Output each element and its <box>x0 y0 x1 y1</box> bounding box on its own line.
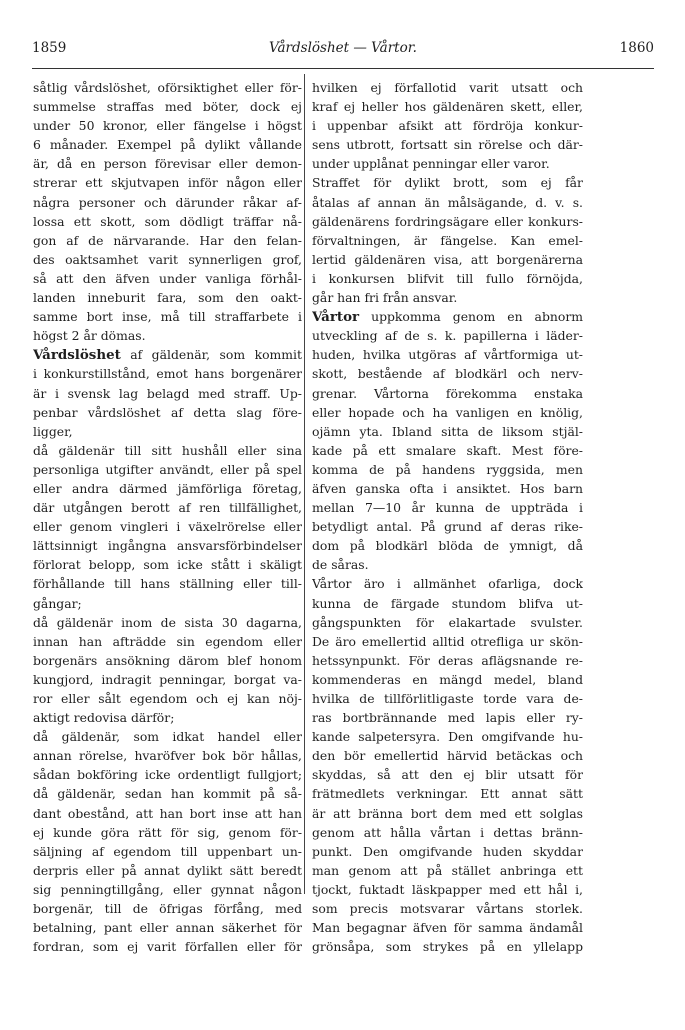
line-text: utveckling af de s. k. papillerna i läder- <box>312 328 583 344</box>
text-line <box>33 594 302 613</box>
text-line <box>33 97 302 116</box>
text-line <box>33 613 302 632</box>
line-text: sig penningtillgång, eller gynnat någon <box>33 881 302 897</box>
line-text: då gäldenär, som idkat handel eller <box>33 729 302 745</box>
text-line <box>33 746 302 765</box>
text-line <box>33 403 302 422</box>
line-text: fordran, som ej varit förfallen eller för <box>33 939 302 955</box>
text-line <box>33 345 302 364</box>
line-text: strerar ett skjutvapen inför någon eller <box>33 175 302 191</box>
text-line <box>312 288 583 307</box>
text-line <box>33 689 302 708</box>
text-line <box>33 135 302 154</box>
line-text: så att den äfven under vanliga förhål- <box>33 270 302 286</box>
text-line <box>312 651 583 670</box>
line-text: kraf ej heller hos gäldenären skett, eller, <box>312 99 583 115</box>
text-line <box>312 574 583 593</box>
text-line <box>33 670 302 689</box>
line-text: såtlig vårdslöshet, oförsiktighet eller för- <box>33 80 302 95</box>
text-line <box>33 937 302 956</box>
line-text: är i svensk lag belagd med straff. Up- <box>33 385 302 401</box>
text-line <box>312 727 583 746</box>
column-divider <box>304 74 305 894</box>
text-line <box>33 574 302 593</box>
line-text: är, då en person förevisar eller demon- <box>33 156 302 172</box>
text-line <box>312 899 583 918</box>
text-line <box>33 498 302 517</box>
text-line <box>312 517 583 536</box>
text-line <box>33 765 302 784</box>
text-line <box>312 403 583 422</box>
text-line <box>312 804 583 823</box>
line-text: eller hopade och ha vanligen en knölig, <box>312 404 583 420</box>
line-text: hvilken ej förfallotid varit utsatt och <box>312 80 583 95</box>
text-line <box>312 784 583 803</box>
line-text: skyddas, så att den ej blir utsatt för <box>312 767 583 783</box>
line-text: hetssynpunkt. För deras aflägsnande re- <box>312 652 583 668</box>
line-text: ror eller sålt egendom och ej kan nöj- <box>33 691 302 706</box>
text-line <box>312 364 583 383</box>
text-line <box>33 364 302 383</box>
line-text: ligger, <box>33 423 73 439</box>
text-line <box>312 269 583 288</box>
text-line <box>312 594 583 613</box>
text-line <box>312 632 583 651</box>
text-line <box>33 173 302 192</box>
text-line <box>312 441 583 460</box>
line-text: De äro emellertid alltid otrefliga ur skön- <box>312 633 583 649</box>
text-line <box>312 231 583 250</box>
text-line <box>33 823 302 842</box>
line-text: man genom att på stället anbringa ett <box>312 862 583 878</box>
line-text: gäldenärens fordringsägare eller konkurs- <box>312 213 583 229</box>
text-line <box>312 345 583 364</box>
line-text: eller andra därmed jämförliga företag, <box>33 480 302 496</box>
text-line <box>33 517 302 536</box>
line-text: lossa ett skott, som dödligt träffar nå- <box>33 213 302 229</box>
line-text: högst 2 år dömas. <box>33 328 146 344</box>
line-text: kade på ett smalare skaft. Mest före- <box>312 442 583 458</box>
text-line <box>33 632 302 651</box>
text-line <box>312 498 583 517</box>
line-text: gångspunkten för elakartade svulster. <box>312 614 583 630</box>
text-line <box>33 384 302 403</box>
line-text: af gäldenär, som kommit <box>120 347 302 363</box>
text-line <box>312 670 583 689</box>
line-text: under 50 kronor, eller fängelse i högst <box>33 118 302 134</box>
line-text: är att bränna bort dem med ett solglas <box>312 805 583 821</box>
text-line <box>33 918 302 937</box>
text-line <box>33 861 302 880</box>
text-line <box>33 555 302 574</box>
line-text: åtalas af annan än målsägande, d. v. s. <box>312 194 583 210</box>
text-line <box>312 861 583 880</box>
text-line <box>33 727 302 746</box>
line-text: under upplånat penningar eller varor. <box>312 156 550 172</box>
line-text: genom att hålla vårtan i dettas bränn- <box>312 824 583 840</box>
text-line <box>312 116 583 135</box>
text-line <box>33 422 302 441</box>
text-line <box>312 918 583 937</box>
line-text: förhållande till hans ställning eller till- <box>33 576 302 592</box>
line-text: Man begagnar äfven för samma ändamål <box>312 920 583 936</box>
running-header <box>32 40 654 62</box>
line-text: Vårtor äro i allmänhet ofarliga, dock <box>312 576 583 592</box>
line-text: kungjord, indragit penningar, borgat va- <box>33 671 302 687</box>
text-line <box>312 212 583 231</box>
line-text: då gäldenär inom de sista 30 dagarna, <box>33 614 302 630</box>
text-line <box>33 307 302 326</box>
text-line <box>33 231 302 250</box>
line-text: huden, hvilka utgöras af vårtformiga ut- <box>312 347 583 363</box>
line-text: då gäldenär till sitt hushåll eller sina <box>33 442 302 458</box>
line-text: sens utbrott, fortsatt sin rörelse och där- <box>312 137 583 153</box>
line-text: kunna de färgade stundom blifva ut- <box>312 595 583 611</box>
line-text: des oaktsamhet varit synnerligen grof, <box>33 251 302 267</box>
line-text: skott, bestående af blodkärl och nerv- <box>312 366 583 382</box>
line-text: de såras. <box>312 557 369 573</box>
line-text: betalning, pant eller annan säkerhet för <box>33 920 302 936</box>
line-text: borgenär, till de öfrigas förfång, med <box>33 901 302 917</box>
line-text: ej kunde göra rätt för sig, genom för- <box>33 824 302 840</box>
text-line <box>312 326 583 345</box>
line-text: frätmedlets verkningar. Ett annat sätt <box>312 786 583 802</box>
line-text: 6 månader. Exempel på dylikt vållande <box>33 137 302 153</box>
line-text: uppkomma genom en abnorm <box>359 309 583 325</box>
text-line <box>33 479 302 498</box>
text-line <box>312 937 583 956</box>
running-title: Vårdslöshet — Vårtor. <box>269 40 417 56</box>
line-text: gon af de närvarande. Har den felan- <box>33 232 302 248</box>
line-text: säljning af egendom till uppenbart un- <box>33 843 302 859</box>
right-column <box>312 78 583 956</box>
line-text: landen inneburit fara, som den oakt- <box>33 290 302 306</box>
line-text: i uppenbar afsikt att fördröja konkur- <box>312 118 583 134</box>
line-text: grenar. Vårtorna förekomma enstaka <box>312 385 583 401</box>
text-line <box>312 555 583 574</box>
line-text: förlorat belopp, som icke stått i skäligt <box>33 557 302 573</box>
line-text: lertid gäldenären visa, att borgenärerna <box>312 251 583 267</box>
line-text: ras bortbrännande med lapis eller ry- <box>312 710 583 726</box>
text-line <box>33 536 302 555</box>
line-text: kommenderas en mängd medel, bland <box>312 671 583 687</box>
text-line <box>312 823 583 842</box>
line-text: penbar vårdslöshet af detta slag före- <box>33 404 302 420</box>
text-line <box>312 135 583 154</box>
text-line <box>312 154 583 173</box>
header-rule <box>32 68 654 69</box>
text-line <box>312 689 583 708</box>
text-line <box>33 899 302 918</box>
line-text: eller genom vingleri i växelrörelse eller <box>33 519 302 535</box>
text-line <box>312 250 583 269</box>
text-line <box>33 212 302 231</box>
text-line <box>33 193 302 212</box>
text-line <box>33 880 302 899</box>
text-line <box>312 880 583 899</box>
line-text: sådan bokföring icke ordentligt fullgjort; <box>33 767 302 783</box>
text-line <box>33 326 302 345</box>
line-text: några personer och därunder råkar af- <box>33 194 302 210</box>
text-line <box>33 441 302 460</box>
text-line <box>33 288 302 307</box>
text-line <box>312 536 583 555</box>
text-line <box>312 708 583 727</box>
text-line <box>33 269 302 288</box>
line-text: annan rörelse, hvaröfver bok bör hållas, <box>33 748 302 764</box>
line-text: innan han afträdde sin egendom eller <box>33 633 302 649</box>
line-text: som precis motsvarar vårtans storlek. <box>312 901 583 917</box>
line-text: Straffet för dylikt brott, som ej får <box>312 175 583 191</box>
right-page-number: 1860 <box>619 40 654 56</box>
line-text: förvaltningen, är fängelse. Kan emel- <box>312 232 583 248</box>
text-line <box>33 708 302 727</box>
line-text: den bör emellertid härvid betäckas och <box>312 748 583 764</box>
text-line <box>33 250 302 269</box>
text-line <box>312 422 583 441</box>
line-text: lättsinnigt ingångna ansvarsförbindelser <box>33 538 302 554</box>
text-line <box>312 307 583 326</box>
line-text: punkt. Den omgifvande huden skyddar <box>312 843 583 859</box>
line-text: hvilka de tillförlitligaste torde vara de- <box>312 691 583 706</box>
line-text: ojämn yta. Ibland sitta de liksom stjäl- <box>312 423 583 439</box>
text-line <box>33 154 302 173</box>
text-line <box>312 613 583 632</box>
line-text: mellan 7—10 år kunna de uppträda i <box>312 500 583 516</box>
text-line <box>312 97 583 116</box>
line-text: i konkursen blifvit till fullo förnöjda, <box>312 270 583 286</box>
line-text: grönsåpa, som strykes på en yllelapp <box>312 939 583 955</box>
line-text: där utgången berott af ren tillfällighet, <box>33 500 302 516</box>
text-line <box>33 842 302 861</box>
entry-headword: Vårtor <box>312 309 360 326</box>
text-line <box>312 746 583 765</box>
line-text: kande salpetersyra. Den omgifvande hu- <box>312 729 583 745</box>
text-line <box>312 193 583 212</box>
text-line <box>33 804 302 823</box>
text-line <box>33 78 302 97</box>
text-line <box>312 479 583 498</box>
entry-headword: Vårdslöshet <box>33 347 121 364</box>
line-text: summelse straffas med böter, dock ej <box>33 99 302 115</box>
text-line <box>312 173 583 192</box>
line-text: derpris eller på annat dylikt sätt beredt <box>33 862 302 878</box>
line-text: i konkurstillstånd, emot hans borgenärer <box>33 366 302 382</box>
text-line <box>312 842 583 861</box>
left-column <box>33 78 302 956</box>
line-text: aktigt redovisa därför; <box>33 710 175 726</box>
line-text: borgenärs ansökning därom blef honom <box>33 652 302 668</box>
line-text: äfven ganska ofta i ansiktet. Hos barn <box>312 480 583 496</box>
text-line <box>33 651 302 670</box>
line-text: betydligt antal. På grund af deras rike- <box>312 519 583 535</box>
text-line <box>312 460 583 479</box>
line-text: dant obestånd, att han bort inse att han <box>33 805 302 821</box>
line-text: komma de på handens ryggsida, men <box>312 461 583 477</box>
text-line <box>33 784 302 803</box>
line-text: dom på blodkärl blöda de ymnigt, då <box>312 538 583 554</box>
line-text: gångar; <box>33 595 82 611</box>
line-text: samme bort inse, må till straffarbete i <box>33 309 302 325</box>
line-text: går han fri från ansvar. <box>312 290 458 306</box>
line-text: personliga utgifter användt, eller på spel <box>33 461 302 477</box>
text-line <box>312 78 583 97</box>
text-line <box>312 765 583 784</box>
left-page-number: 1859 <box>32 40 67 56</box>
text-line <box>33 116 302 135</box>
line-text: tjockt, fuktadt läskpapper med ett hål i, <box>312 881 583 897</box>
text-line <box>33 460 302 479</box>
text-line <box>312 384 583 403</box>
line-text: då gäldenär, sedan han kommit på så- <box>33 786 302 802</box>
